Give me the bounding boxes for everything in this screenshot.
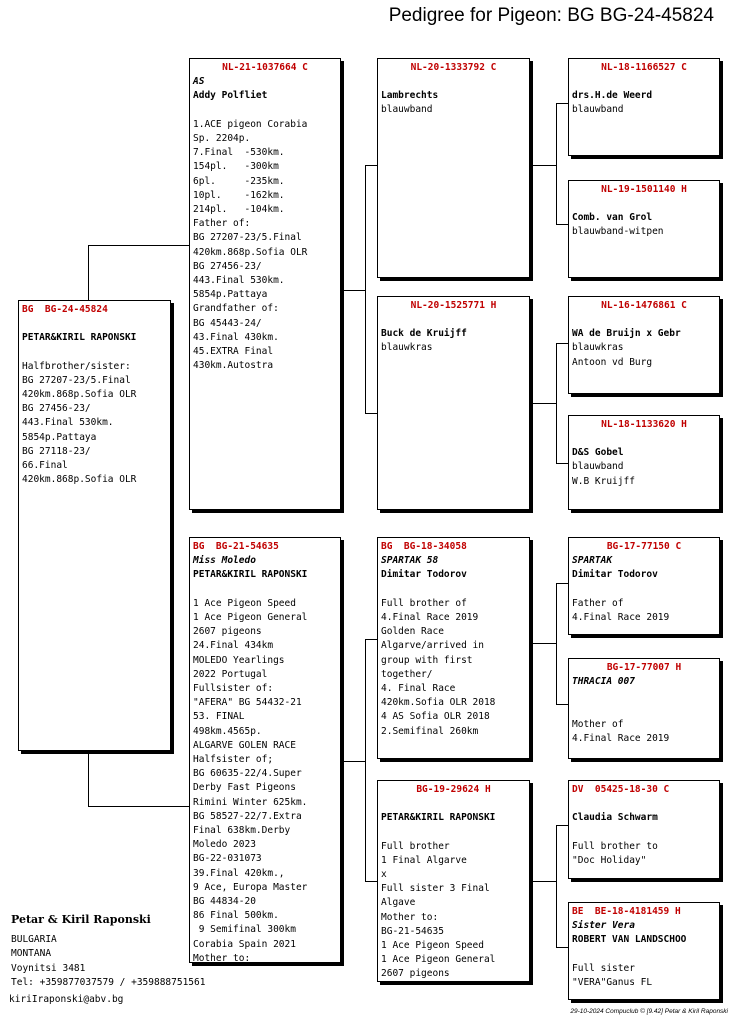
pigeon-notes: Full brother to "Doc Holiday"	[572, 840, 658, 866]
connector-line	[88, 806, 189, 807]
pigeon-name: SPARTAK	[572, 555, 613, 567]
pigeon-notes: Father of 4.Final Race 2019	[572, 597, 670, 624]
owner-name: PETAR&KIRIL RAPONSKI	[193, 569, 308, 581]
owner-name: D&S Gobel	[572, 447, 624, 459]
pigeon-notes: Full brother of 4.Final Race 2019 Golden Race Algarve/arrived in group with first together/ 4. Final Race 420km.Sofia OLR 2018 4 AS Sofia OLR 2018 2.Semifinal 260km	[381, 597, 496, 737]
great-grandparent-card-fmm[interactable]	[568, 415, 720, 510]
great-grandparent-card-mmf[interactable]	[568, 780, 720, 879]
connector-line	[88, 751, 89, 806]
connector-line	[556, 583, 568, 584]
owner-name: WA de Bruijn x Gebr	[572, 328, 681, 340]
connector-line	[341, 290, 366, 291]
connector-line	[530, 881, 557, 882]
pigeon-name: SPARTAK 58	[381, 555, 439, 567]
subject-pigeon-card[interactable]	[18, 300, 171, 751]
pigeon-notes: blauwband	[572, 104, 624, 116]
pigeon-notes: Mother of 4.Final Race 2019	[572, 718, 670, 745]
ring-number: NL-19-1501140 H	[601, 184, 687, 195]
owner-name: drs.H.de Weerd	[572, 90, 653, 102]
connector-line	[556, 224, 568, 225]
breeder-street: Voynitsi 3481	[11, 962, 86, 974]
owner-name: Addy Polfliet	[193, 90, 268, 102]
ring-number: NL-18-1166527 C	[601, 62, 687, 73]
ring-number: NL-16-1476861 C	[601, 300, 687, 311]
connector-line	[556, 103, 557, 224]
pigeon-name: Sister Vera	[572, 920, 635, 932]
pigeon-notes: 1 Ace Pigeon Speed 1 Ace Pigeon General 2607 pigeons 24.Final 434km MOLEDO Yearlings 2022 Portugal Fullsister of: "AFERA" BG 54432-21 53. FINAL 498km.4565p. ALGARVE GOLEN RACE Halfsister of; BG 60635-22/4.Super Derby Fast Pigeons Rimini Winter 625km. BG 58527-22/7.Extra Final 638km.Derby Moledo 2023 BG-22-031073 39.Final 420km., 9 Ace, Europa Master BG 44834-20 86 Final 500km. 9 Semifinal 300km Corabia Spain 2021 Mother to:	[193, 597, 308, 963]
ring-number: DV 05425-18-30 C	[572, 784, 670, 795]
ring-number: BG BG-24-45824	[22, 304, 108, 315]
owner-name: Comb. van Grol	[572, 212, 653, 224]
breeder-name: Petar & Kiril Raponski	[11, 913, 151, 926]
connector-line	[556, 825, 557, 947]
ring-number: BE BE-18-4181459 H	[572, 906, 681, 917]
ring-number: NL-20-1333792 C	[410, 62, 497, 73]
great-grandparent-card-mmm[interactable]	[568, 902, 720, 1000]
pigeon-notes: Full sister "VERA"Ganus FL	[572, 962, 653, 989]
great-grandparent-card-ffm[interactable]	[568, 180, 720, 278]
connector-line	[365, 881, 377, 882]
connector-line	[530, 165, 557, 166]
connector-line	[365, 639, 366, 881]
pigeon-notes: blauwkras	[381, 342, 433, 354]
owner-name: Lambrechts	[381, 90, 439, 102]
breeder-region: MONTANA	[11, 948, 52, 960]
ring-number: NL-18-1133620 H	[601, 419, 687, 430]
breeder-email[interactable]: kiriIraponski@abv.bg	[9, 994, 124, 1005]
connector-line	[556, 947, 568, 948]
pigeon-name: THRACIA 007	[572, 676, 635, 688]
ring-number: BG-17-77150 C	[606, 541, 682, 552]
connector-line	[88, 245, 89, 301]
ring-number: BG BG-21-54635	[193, 541, 279, 552]
connector-line	[365, 639, 377, 640]
pigeon-name: AS	[193, 76, 205, 88]
footer-credit: 29-10-2024 Compuclub © [9.42] Petar & Kiril Raponski	[570, 1008, 728, 1015]
mother-card[interactable]	[189, 537, 341, 963]
pigeon-notes: blauwband-witpen	[572, 226, 664, 238]
pigeon-name: Miss Moledo	[193, 555, 256, 567]
pigeon-notes: Full brother 1 Final Algarve x Full sister 3 Final Algave Mother to: BG-21-54635 1 Ace Pigeon Speed 1 Ace Pigeon General 2607 pigeons	[381, 840, 496, 980]
connector-line	[365, 165, 377, 166]
connector-line	[556, 343, 568, 344]
maternal-grandmother-card[interactable]	[377, 780, 530, 982]
pigeon-notes: blauwband	[381, 104, 433, 116]
pigeon-notes: blauwband W.B Kruijff	[572, 461, 635, 487]
pigeon-notes: 1.ACE pigeon Corabia Sp. 2204p. 7.Final -530km. 154pl. -300km 6pl. -235km. 10pl. -162km. 214pl. -104km. Father of: BG 27207-23/5.Final 420km.868p.Sofia OLR BG 27456-23/ 443.Final 530km. 5854p.Pattaya Grandfather of: BG 45443-24/ 43.Final 430km. 45.EXTRA Final 430km.Autostra	[193, 118, 308, 372]
paternal-grandmother-card[interactable]	[377, 296, 530, 510]
breeder-contact	[11, 913, 205, 990]
pigeon-notes: blauwkras Antoon vd Burg	[572, 342, 653, 368]
connector-line	[341, 761, 366, 762]
connector-line	[365, 165, 366, 413]
great-grandparent-card-fff[interactable]	[568, 58, 720, 156]
ring-number: NL-20-1525771 H	[410, 300, 497, 311]
owner-name: Dimitar Todorov	[572, 569, 658, 581]
ring-number: BG-17-77007 H	[606, 662, 682, 673]
owner-name: Buck de Kruijff	[381, 328, 467, 340]
great-grandparent-card-mff[interactable]	[568, 537, 720, 635]
ring-number: NL-21-1037664 C	[222, 62, 308, 73]
connector-line	[556, 463, 568, 464]
owner-name: PETAR&KIRIL RAPONSKI	[381, 812, 496, 824]
owner-name: ROBERT VAN LANDSCHOO	[572, 934, 687, 946]
great-grandparent-card-fmf[interactable]	[568, 296, 720, 394]
maternal-grandfather-card[interactable]	[377, 537, 530, 759]
connector-line	[556, 825, 568, 826]
connector-line	[88, 245, 189, 246]
connector-line	[530, 643, 557, 644]
owner-name: Dimitar Todorov	[381, 569, 467, 581]
breeder-country: BULGARIA	[11, 934, 57, 946]
connector-line	[530, 403, 557, 404]
ring-number: BG-19-29624 H	[416, 784, 491, 795]
connector-line	[556, 103, 568, 104]
owner-name: Claudia Schwarm	[572, 812, 658, 824]
pigeon-notes: Halfbrother/sister: BG 27207-23/5.Final 420km.868p.Sofia OLR BG 27456-23/ 443.Final 530km. 5854p.Pattaya BG 27118-23/ 66.Final 420km.868p.Sofia OLR	[22, 360, 137, 486]
paternal-grandfather-card[interactable]	[377, 58, 530, 278]
ring-number: BG BG-18-34058	[381, 541, 467, 552]
connector-line	[556, 704, 568, 705]
owner-name: PETAR&KIRIL RAPONSKI	[22, 332, 137, 344]
great-grandparent-card-mfm[interactable]	[568, 658, 720, 759]
connector-line	[365, 413, 377, 414]
page-title: Pedigree for Pigeon: BG BG-24-45824	[388, 5, 714, 26]
breeder-phone: Tel: +359877037579 / +359888751561	[11, 976, 206, 988]
father-card[interactable]	[189, 58, 341, 510]
